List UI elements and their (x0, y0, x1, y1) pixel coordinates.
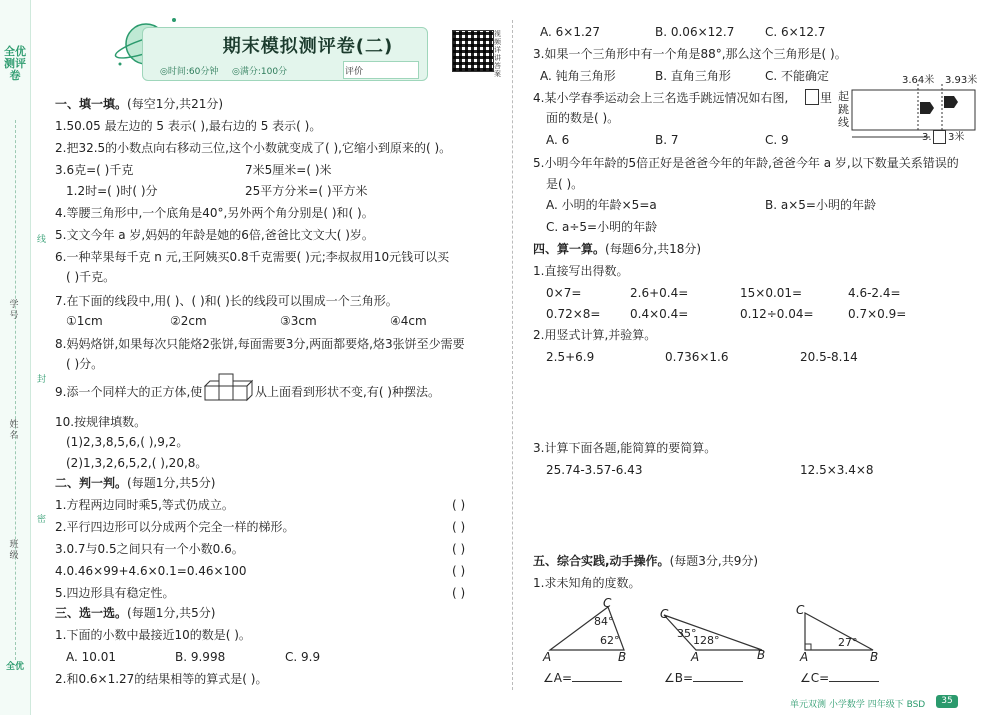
vertex-label: B (757, 648, 766, 662)
angle-label: 84° (594, 615, 614, 628)
question: 面的数是( )。 (546, 111, 620, 125)
option: B. 9.998 (175, 650, 226, 664)
seal-mark-1: 线 (37, 235, 47, 245)
question: 4.0.46×99+4.6×0.1=0.46×100 (55, 564, 247, 578)
page-title: 期末模拟测评卷(二) (222, 36, 394, 57)
question: 9.添一个同样大的正方体,使 (55, 385, 203, 399)
grade-label: 评价 (345, 67, 364, 77)
option: C. 6×12.7 (765, 25, 826, 39)
question: 1.2时=( )时( )分 (66, 184, 158, 198)
page-divider (512, 20, 513, 690)
calc-item: 2.5+6.9 (546, 350, 595, 364)
answer-paren[interactable]: ( ) (452, 564, 466, 578)
question: 里 (820, 91, 833, 105)
vertex-label: B (618, 650, 627, 664)
option: B. 0.06×12.7 (655, 25, 735, 39)
question: (1)2,3,8,5,6,( ),9,2。 (66, 435, 189, 449)
section-judge: 二、判一判。(每题1分,共5分) (55, 476, 216, 490)
brand-logo: 全优 (5, 662, 24, 672)
calc-item: 0×7= (546, 286, 582, 300)
option: B. 7 (655, 133, 679, 147)
vertex-label: C (660, 607, 669, 621)
question: ( )分。 (66, 357, 104, 371)
option: ③3cm (280, 314, 317, 328)
option: A. 小明的年龄×5=a (546, 198, 657, 212)
seal-mark-2: 封 (37, 375, 47, 385)
takeoff-line-label: 起跳线 (838, 90, 849, 129)
option: ①1cm (66, 314, 103, 328)
answer-paren[interactable]: ( ) (452, 498, 466, 512)
question: 3.6克=( )千克 (55, 163, 134, 177)
angle-label: 27° (838, 636, 858, 649)
angle-label: 35° (677, 627, 697, 640)
question: 1.直接写出得数。 (533, 264, 629, 278)
distance-label: 3.64米 (902, 75, 935, 86)
question: 5.四边形具有稳定性。 (55, 586, 175, 600)
calc-item: 0.7×0.9= (848, 307, 907, 321)
blank-box (933, 130, 946, 144)
question: 3.如果一个三角形中有一个角是88°,那么这个三角形是( )。 (533, 47, 847, 61)
section-choose: 三、选一选。(每题1分,共5分) (55, 606, 216, 620)
vertex-label: A (800, 650, 809, 664)
vertex-label: C (796, 603, 805, 617)
question: 5.文文今年 a 岁,妈妈的年龄是她的6倍,爸爸比文文大( )岁。 (55, 228, 374, 242)
question: 7米5厘米=( )米 (245, 163, 332, 177)
qr-code-icon (452, 30, 494, 72)
question: 7.在下面的线段中,用( )、( )和( )长的线段可以围成一个三角形。 (55, 294, 398, 308)
question: 1.求未知角的度数。 (533, 576, 641, 590)
calc-item: 0.72×8= (546, 307, 601, 321)
cut-line (15, 120, 16, 660)
option: B. a×5=小明的年龄 (765, 198, 876, 212)
question: 4.某小学春季运动会上三名选手跳远情况如右图, (533, 91, 789, 105)
question: 3.0.7与0.5之间只有一个小数0.6。 (55, 542, 244, 556)
distance-label: 3.93米 (945, 75, 978, 86)
calc-item: 0.4×0.4= (630, 307, 689, 321)
option: A. 6 (546, 133, 570, 147)
answer-paren[interactable]: ( ) (452, 520, 466, 534)
calc-item: 20.5-8.14 (800, 350, 858, 364)
angle-label: 62° (600, 634, 620, 647)
question: 2.平行四边形可以分成两个完全一样的梯形。 (55, 520, 295, 534)
blank-box (805, 89, 819, 105)
angle-label: 128° (693, 634, 720, 647)
seal-mark-3: 密 (37, 515, 47, 525)
question: 2.和0.6×1.27的结果相等的算式是( )。 (55, 672, 268, 686)
student-id-label: 学号 (9, 300, 19, 321)
time-limit: ◎时间:60分钟 (160, 67, 219, 77)
section-calculate: 四、算一算。(每题6分,共18分) (533, 242, 702, 256)
question: 10.按规律填数。 (55, 415, 147, 429)
answer-paren[interactable]: ( ) (452, 542, 466, 556)
calc-item: 12.5×3.4×8 (800, 463, 874, 477)
option: A. 钝角三角形 (540, 69, 616, 83)
question: 2.把32.5的小数点向右移动三位,这个小数就变成了( ),它缩小到原来的( )。 (55, 141, 452, 155)
full-score: ◎满分:100分 (232, 67, 288, 77)
option: B. 直角三角形 (655, 69, 731, 83)
question: 是( )。 (546, 177, 584, 191)
option: ②2cm (170, 314, 207, 328)
vertex-label: B (870, 650, 879, 664)
distance-label: 3米 (948, 132, 965, 143)
option: ④4cm (390, 314, 427, 328)
vertex-label: A (543, 650, 552, 664)
question: 6.一种苹果每千克 n 元,王阿姨买0.8千克需要( )元;李叔叔用10元钱可以买 (55, 250, 450, 264)
footer-series: 单元双测 小学数学 四年级下 BSD (790, 700, 926, 710)
class-label: 班级 (9, 540, 19, 561)
calc-item: 0.12÷0.04= (740, 307, 814, 321)
vertex-label: A (691, 650, 700, 664)
question: 1.方程两边同时乘5,等式仍成立。 (55, 498, 234, 512)
question: ( )千克。 (66, 270, 116, 284)
answer-label: ∠A= (543, 670, 622, 686)
option: C. 9 (765, 133, 789, 147)
calc-item: 4.6-2.4= (848, 286, 901, 300)
section-practice: 五、综合实践,动手操作。(每题3分,共9分) (533, 554, 759, 568)
section-fill-in: 一、填一填。(每空1分,共21分) (55, 97, 224, 111)
name-label: 姓名 (9, 420, 19, 441)
calc-item: 15×0.01= (740, 286, 803, 300)
question: 5.小明今年年龄的5倍正好是爸爸今年的年龄,爸爸今年 a 岁,以下数量关系错误的 (533, 156, 959, 170)
question: 1.50.05 最左边的 5 表示( ),最右边的 5 表示( )。 (55, 119, 322, 133)
answer-paren[interactable]: ( ) (452, 586, 466, 600)
vertex-label: C (603, 596, 612, 610)
option: A. 10.01 (66, 650, 116, 664)
cubes-figure (203, 372, 253, 404)
question: 2.用竖式计算,并验算。 (533, 328, 657, 342)
question: 25平方分米=( )平方米 (245, 184, 368, 198)
option: C. 不能确定 (765, 69, 830, 83)
series-title: 全优测评卷 (4, 45, 26, 82)
option: A. 6×1.27 (540, 25, 601, 39)
option: C. 9.9 (285, 650, 321, 664)
question: 8.妈妈烙饼,如果每次只能烙2张饼,每面需要3分,两面都要烙,烙3张饼至少需要 (55, 337, 465, 351)
answer-label: ∠C= (800, 670, 879, 686)
distance-label: 3. (922, 132, 932, 143)
question: (2)1,3,2,6,5,2,( ),20,8。 (66, 456, 208, 470)
question: 从上面看到形状不变,有( )种摆法。 (255, 385, 440, 399)
question: 1.下面的小数中最接近10的数是( )。 (55, 628, 251, 642)
qr-caption: 视频详讲答案 (494, 30, 501, 78)
calc-item: 25.74-3.57-6.43 (546, 463, 643, 477)
question: 4.等腰三角形中,一个底角是40°,另外两个角分别是( )和( )。 (55, 206, 374, 220)
answer-label: ∠B= (664, 670, 743, 686)
calc-item: 0.736×1.6 (665, 350, 729, 364)
page-number: 35 (936, 695, 958, 708)
question: 3.计算下面各题,能简算的要简算。 (533, 441, 717, 455)
option: C. a÷5=小明的年龄 (546, 220, 658, 234)
calc-item: 2.6+0.4= (630, 286, 689, 300)
